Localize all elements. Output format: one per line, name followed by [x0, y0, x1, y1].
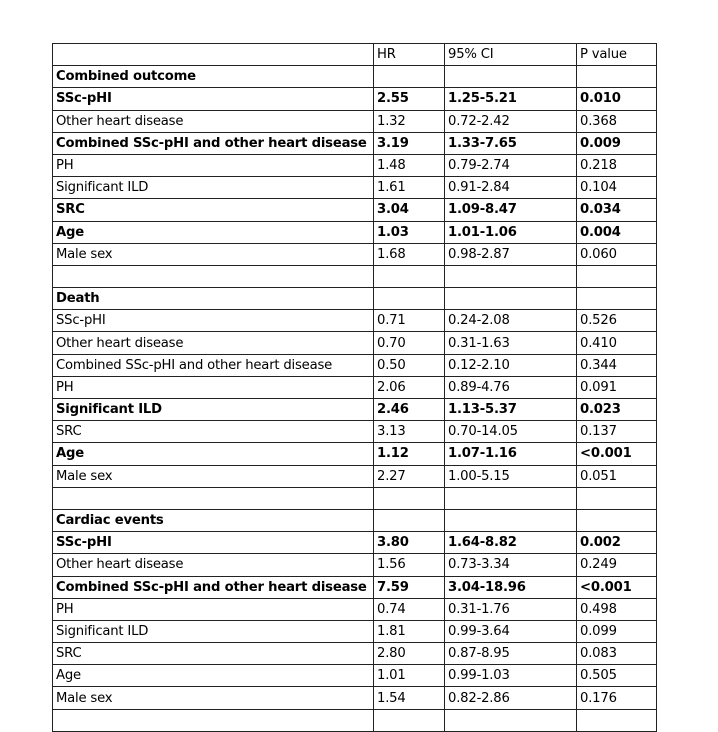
p-value-cell: <0.001	[577, 576, 657, 598]
variable-cell: Age	[53, 221, 374, 243]
ci-cell: 0.89-4.76	[445, 376, 577, 398]
empty-cell	[53, 265, 374, 287]
spacer-row	[53, 487, 657, 509]
header-cell-ci: 95% CI	[445, 44, 577, 66]
header-cell-p-value: P value	[577, 44, 657, 66]
table-row	[53, 421, 657, 443]
section-title: Death	[53, 288, 374, 310]
empty-cell	[53, 487, 374, 509]
hr-cell: 0.74	[374, 598, 445, 620]
table-row	[53, 687, 657, 709]
hr-cell: 1.01	[374, 665, 445, 687]
table-row	[53, 310, 657, 332]
hr-cell: 0.50	[374, 354, 445, 376]
hr-cell: 3.13	[374, 421, 445, 443]
empty-cell	[445, 66, 577, 88]
variable-cell: Other heart disease	[53, 110, 374, 132]
hr-cell: 1.61	[374, 177, 445, 199]
ci-cell: 1.09-8.47	[445, 199, 577, 221]
table-header-row	[53, 44, 657, 66]
variable-cell: SRC	[53, 421, 374, 443]
empty-cell	[445, 709, 577, 731]
hr-cell: 2.46	[374, 399, 445, 421]
empty-cell	[577, 265, 657, 287]
hr-cell: 1.56	[374, 554, 445, 576]
table-row	[53, 221, 657, 243]
variable-cell: PH	[53, 376, 374, 398]
table-row	[53, 399, 657, 421]
p-value-cell: 0.002	[577, 532, 657, 554]
hr-cell: 3.80	[374, 532, 445, 554]
empty-cell	[445, 487, 577, 509]
table-row	[53, 554, 657, 576]
table-row	[53, 199, 657, 221]
variable-cell: SSc-pHI	[53, 88, 374, 110]
ci-cell: 0.91-2.84	[445, 177, 577, 199]
ci-cell: 0.87-8.95	[445, 643, 577, 665]
ci-cell: 0.79-2.74	[445, 154, 577, 176]
header-cell-variable	[53, 44, 374, 66]
ci-cell: 1.07-1.16	[445, 443, 577, 465]
ci-cell: 0.31-1.63	[445, 332, 577, 354]
p-value-cell: 0.023	[577, 399, 657, 421]
p-value-cell: 0.368	[577, 110, 657, 132]
table-body	[53, 44, 657, 732]
p-value-cell: 0.010	[577, 88, 657, 110]
ci-cell: 0.73-3.34	[445, 554, 577, 576]
variable-cell: SSc-pHI	[53, 532, 374, 554]
variable-cell: PH	[53, 598, 374, 620]
section-title-row	[53, 66, 657, 88]
ci-cell: 0.82-2.86	[445, 687, 577, 709]
ci-cell: 1.33-7.65	[445, 132, 577, 154]
hazard-ratio-table	[52, 43, 657, 732]
variable-cell: Combined SSc-pHI and other heart disease	[53, 576, 374, 598]
variable-cell: Other heart disease	[53, 332, 374, 354]
p-value-cell: 0.051	[577, 465, 657, 487]
p-value-cell: 0.104	[577, 177, 657, 199]
hr-cell: 1.81	[374, 620, 445, 642]
table-row	[53, 598, 657, 620]
ci-cell: 0.99-3.64	[445, 620, 577, 642]
hr-cell: 1.03	[374, 221, 445, 243]
empty-cell	[374, 487, 445, 509]
variable-cell: Male sex	[53, 465, 374, 487]
hr-cell: 2.55	[374, 88, 445, 110]
variable-cell: SRC	[53, 643, 374, 665]
table-row	[53, 665, 657, 687]
p-value-cell: 0.344	[577, 354, 657, 376]
p-value-cell: <0.001	[577, 443, 657, 465]
ci-cell: 0.24-2.08	[445, 310, 577, 332]
ci-cell: 0.72-2.42	[445, 110, 577, 132]
section-title-row	[53, 288, 657, 310]
variable-cell: Significant ILD	[53, 399, 374, 421]
p-value-cell: 0.410	[577, 332, 657, 354]
variable-cell: Age	[53, 665, 374, 687]
section-title: Cardiac events	[53, 509, 374, 531]
spacer-row	[53, 709, 657, 731]
p-value-cell: 0.137	[577, 421, 657, 443]
p-value-cell: 0.034	[577, 199, 657, 221]
variable-cell: Male sex	[53, 687, 374, 709]
hr-cell: 1.48	[374, 154, 445, 176]
p-value-cell: 0.099	[577, 620, 657, 642]
hr-cell: 7.59	[374, 576, 445, 598]
table-row	[53, 620, 657, 642]
section-title: Combined outcome	[53, 66, 374, 88]
ci-cell: 0.70-14.05	[445, 421, 577, 443]
ci-cell: 0.31-1.76	[445, 598, 577, 620]
table-row	[53, 576, 657, 598]
p-value-cell: 0.176	[577, 687, 657, 709]
variable-cell: Male sex	[53, 243, 374, 265]
hr-cell: 1.68	[374, 243, 445, 265]
empty-cell	[374, 709, 445, 731]
ci-cell: 1.13-5.37	[445, 399, 577, 421]
variable-cell: Combined SSc-pHI and other heart disease	[53, 354, 374, 376]
table-row	[53, 243, 657, 265]
empty-cell	[445, 509, 577, 531]
ci-cell: 1.64-8.82	[445, 532, 577, 554]
table-row	[53, 332, 657, 354]
table-row	[53, 177, 657, 199]
p-value-cell: 0.060	[577, 243, 657, 265]
hr-cell: 1.32	[374, 110, 445, 132]
hr-cell: 3.04	[374, 199, 445, 221]
hr-cell: 1.12	[374, 443, 445, 465]
variable-cell: PH	[53, 154, 374, 176]
section-title-row	[53, 509, 657, 531]
empty-cell	[445, 265, 577, 287]
ci-cell: 0.98-2.87	[445, 243, 577, 265]
variable-cell: Significant ILD	[53, 620, 374, 642]
empty-cell	[577, 509, 657, 531]
empty-cell	[374, 265, 445, 287]
table-row	[53, 443, 657, 465]
empty-cell	[374, 509, 445, 531]
variable-cell: Significant ILD	[53, 177, 374, 199]
hr-cell: 1.54	[374, 687, 445, 709]
empty-cell	[577, 487, 657, 509]
variable-cell: Other heart disease	[53, 554, 374, 576]
table-row	[53, 532, 657, 554]
table-row	[53, 88, 657, 110]
p-value-cell: 0.505	[577, 665, 657, 687]
variable-cell: SSc-pHI	[53, 310, 374, 332]
variable-cell: Age	[53, 443, 374, 465]
table-row	[53, 154, 657, 176]
p-value-cell: 0.498	[577, 598, 657, 620]
empty-cell	[374, 66, 445, 88]
p-value-cell: 0.249	[577, 554, 657, 576]
empty-cell	[445, 288, 577, 310]
empty-cell	[577, 288, 657, 310]
ci-cell: 0.99-1.03	[445, 665, 577, 687]
p-value-cell: 0.526	[577, 310, 657, 332]
ci-cell: 1.01-1.06	[445, 221, 577, 243]
table-row	[53, 132, 657, 154]
empty-cell	[53, 709, 374, 731]
p-value-cell: 0.009	[577, 132, 657, 154]
hr-cell: 3.19	[374, 132, 445, 154]
p-value-cell: 0.218	[577, 154, 657, 176]
ci-cell: 1.25-5.21	[445, 88, 577, 110]
hr-cell: 0.71	[374, 310, 445, 332]
ci-cell: 3.04-18.96	[445, 576, 577, 598]
hr-cell: 2.80	[374, 643, 445, 665]
table-row	[53, 643, 657, 665]
spacer-row	[53, 265, 657, 287]
p-value-cell: 0.004	[577, 221, 657, 243]
p-value-cell: 0.083	[577, 643, 657, 665]
table-row	[53, 465, 657, 487]
table-row	[53, 110, 657, 132]
empty-cell	[374, 288, 445, 310]
hr-cell: 0.70	[374, 332, 445, 354]
ci-cell: 1.00-5.15	[445, 465, 577, 487]
table-row	[53, 354, 657, 376]
empty-cell	[577, 709, 657, 731]
variable-cell: Combined SSc-pHI and other heart disease	[53, 132, 374, 154]
header-cell-hr: HR	[374, 44, 445, 66]
ci-cell: 0.12-2.10	[445, 354, 577, 376]
hr-cell: 2.06	[374, 376, 445, 398]
hr-cell: 2.27	[374, 465, 445, 487]
table-row	[53, 376, 657, 398]
empty-cell	[577, 66, 657, 88]
variable-cell: SRC	[53, 199, 374, 221]
p-value-cell: 0.091	[577, 376, 657, 398]
